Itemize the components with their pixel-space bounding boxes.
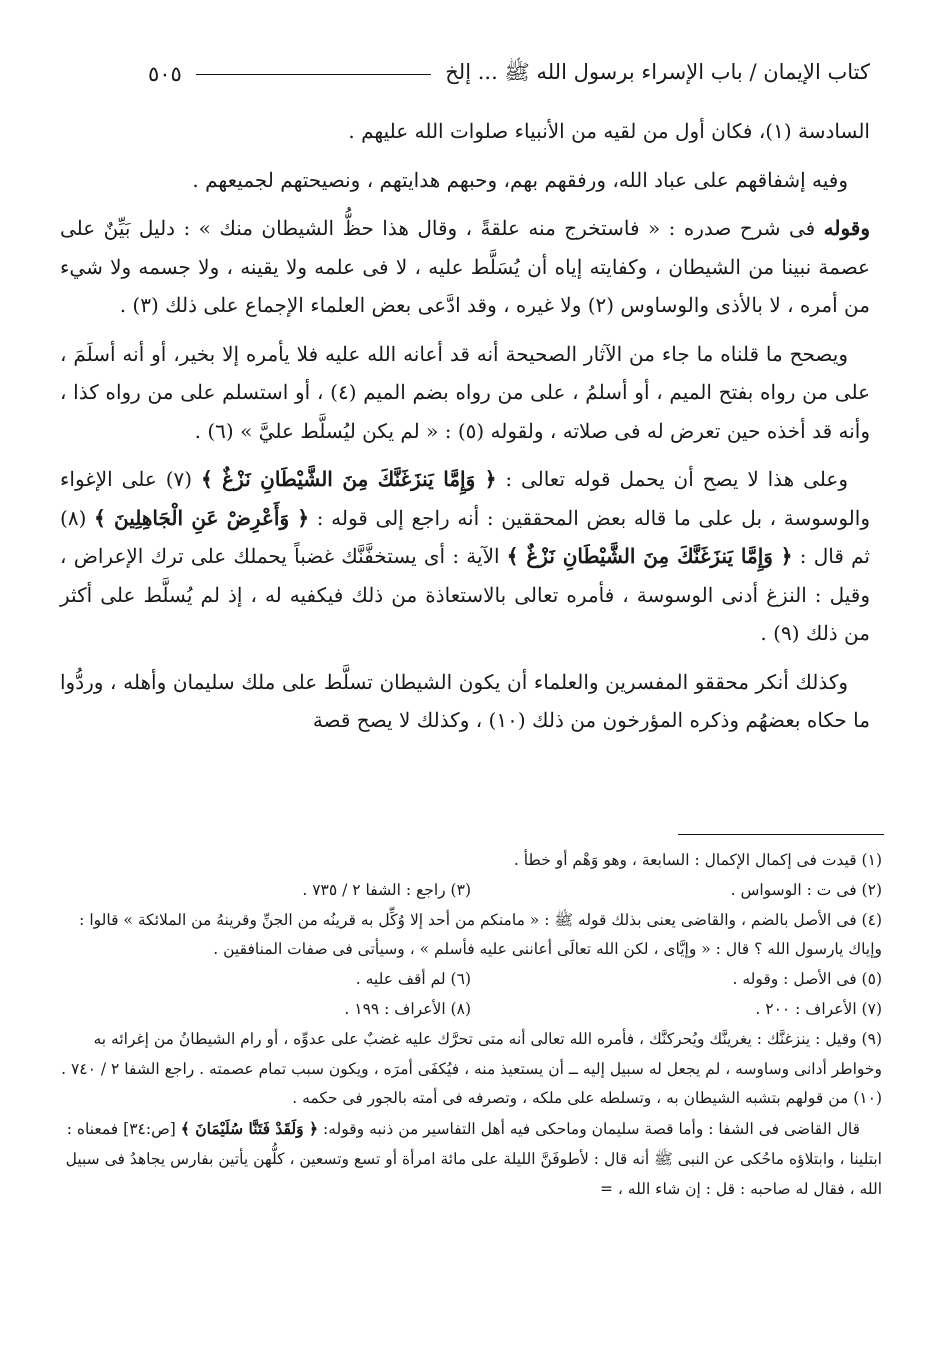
page-number: ٥٠٥: [148, 62, 182, 86]
quran-verse-1: ﴿ وَإِمَّا يَنزَغَنَّكَ مِنَ الشَّيْطَانِ نَزْغٌ ﴾: [200, 467, 497, 491]
footnote-row-2-3: [60, 876, 882, 906]
paragraph-3-lead: وقوله: [823, 216, 870, 240]
footnote-3: (٣) راجع : الشفا ٢ / ٧٣٥ .: [302, 880, 471, 899]
footnotes: [60, 846, 882, 1205]
paragraph-3: [60, 209, 870, 325]
footnote-7: (٧) الأعراف : ٢٠٠ .: [755, 999, 882, 1018]
footnote-6: (٦) لم أقف عليه .: [355, 970, 471, 989]
footnote-10: (١٠) من قولهم بتشبه الشيطان به ، وتسلطه على ملكه ، وتصرفه فى أمته بالجور فى حكمه .: [292, 1089, 882, 1108]
main-text: [60, 112, 870, 750]
paragraph-5-a: وعلى هذا لا يصح أن يحمل قوله تعالى :: [496, 467, 848, 491]
paragraph-5-d: الآية : أى يستخفَّنَّك غضباً يحملك على ترك الإعراض ، وقيل : النزغ أدنى الوسوسة ، فأمره تعالى بالاستعاذة من ذلك فيكفيه له ، إذ لم يُسلَّط على أكثر من ذلك (٩) .: [60, 544, 870, 645]
paragraph-5: [60, 460, 870, 653]
paragraph-3-text: فى شرح صدره : « فاستخرج منه علقةً ، وقال هذا حظُّ الشيطان منك » : دليل بَيِّنٌ على عصمة نبينا من الشيطان ، وكفايته إياه أن يُسَلَّط عليه ، لا فى علمه ولا يقينه ، ولا جسمه ولا شيء من أمره ، لا بالأذى والوساوس (٢) ولا غيره ، وقد ادَّعى بعض العلماء الإجماع على ذلك (٣) .: [60, 216, 870, 317]
footnote-4: (٤) فى الأصل بالضم ، والقاضى يعنى بذلك قوله ﷺ : « مامنكم من أحد إلا وُكِّل به قرينُه من الجنِّ وقرينهُ من الملائكة » قالوا : وإياك يارسول الله ؟ قال : « وإيَّاى ، لكن الله تعالَى أعاننى عليه فأسلم » ، وسيأتى فى صفات المنافقين .: [79, 910, 882, 959]
header-title: كتاب الإيمان / باب الإسراء برسول الله ﷺ ... إلخ: [445, 59, 870, 84]
footnote-row-7-8: [60, 995, 882, 1025]
footnote-row-5-6: [60, 965, 882, 995]
paragraph-5-b: (٧) على الإغواء والوسوسة ، بل على ما قاله بعض المحققين : أنه راجع إلى قوله :: [60, 467, 870, 530]
running-header: [148, 56, 870, 92]
quran-verse-3: ﴿ وَإِمَّا يَنزَغَنَّكَ مِنَ الشَّيْطَانِ نَزْغٌ ﴾: [506, 544, 793, 568]
paragraph-1: السادسة (١)، فكان أول من لقيه من الأنبياء صلوات الله عليهم .: [348, 119, 870, 143]
footnote-10-quran: ﴿ وَلَقَدْ فَتَنَّا سُلَيْمَانَ ﴾: [180, 1119, 319, 1139]
paragraph-5-c: (٨) ثم قال :: [60, 505, 870, 568]
footnote-1: (١) قيدت فى إكمال الإكمال : السابعة ، وهو وَهْم أو خطأ .: [513, 851, 882, 869]
footnote-5: (٥) فى الأصل : وقوله .: [732, 970, 882, 989]
quran-verse-2: ﴿ وَأَعْرِضْ عَنِ الْجَاهِلِينَ ﴾: [94, 505, 310, 530]
footnote-divider: [678, 834, 884, 835]
paragraph-4: ويصحح ما قلناه ما جاء من الآثار الصحيحة أنه قد أعانه الله عليه فلا يأمره إلا بخير، أو أنه أسلَمَ ، على من رواه بفتح الميم ، أو أسلمُ ، على من رواه بضم الميم (٤) ، أو استسلم على من رواه كذا ، وأنه قد أخذه حين تعرض له فى صلاته ، ولقوله (٥) : « لم يكن ليُسلَّط عليَّ » (٦) .: [60, 341, 870, 443]
paragraph-6: وكذلك أنكر محققو المفسرين والعلماء أن يكون الشيطان تسلَّط على ملك سليمان وأهله ، وردُّوا ما حكاه بعضهُم وذكره المؤرخون من ذلك (١٠) ، وكذلك لا يصح قصة: [60, 669, 870, 732]
footnote-10-b: قال القاضى فى الشفا : وأما قصة سليمان وماحكى فيه أهل التفاسير من ذنبه وقوله:: [318, 1120, 860, 1139]
footnote-10-c: [ص:٣٤] فمعناه : ابتلينا ، وابتلاؤه ماحُكى عن النبى ﷺ أنه قال : لأطوفَنَّ الليلة على مائة امرأة أو تسع وتسعين ، كلُّهن يأتين بفارس يجاهدُ فى سبيل الله ، فقال له صاحبه : قل : إن شاء الله ، =: [65, 1120, 882, 1198]
footnote-9: (٩) وقيل : ينزغنَّك : يغرينَّك ويُحركنَّك ، فأمره الله تعالى أنه متى تحرَّك عليه غضبٌ على عدوِّه ، أو رام الشيطانُ من إغرائه به وخواطر أدانى وساوسه ، لم يجعل له سبيل إليه ــ أن يستعيذ منه ، فيُكفَى أمرَه ، ويكون سبب تمام عصمته . راجع الشفا ٢ / ٧٤٠ .: [61, 1029, 882, 1078]
footnote-2: (٢) فى ت : الوسواس .: [730, 880, 882, 899]
header-rule: [196, 74, 431, 75]
footnote-8: (٨) الأعراف : ١٩٩ .: [344, 999, 471, 1018]
paragraph-2: وفيه إشفاقهم على عباد الله، ورفقهم بهم، وحبهم هدايتهم ، ونصيحتهم لجميعهم .: [192, 167, 848, 192]
footnote-10-continued: [60, 1114, 882, 1204]
